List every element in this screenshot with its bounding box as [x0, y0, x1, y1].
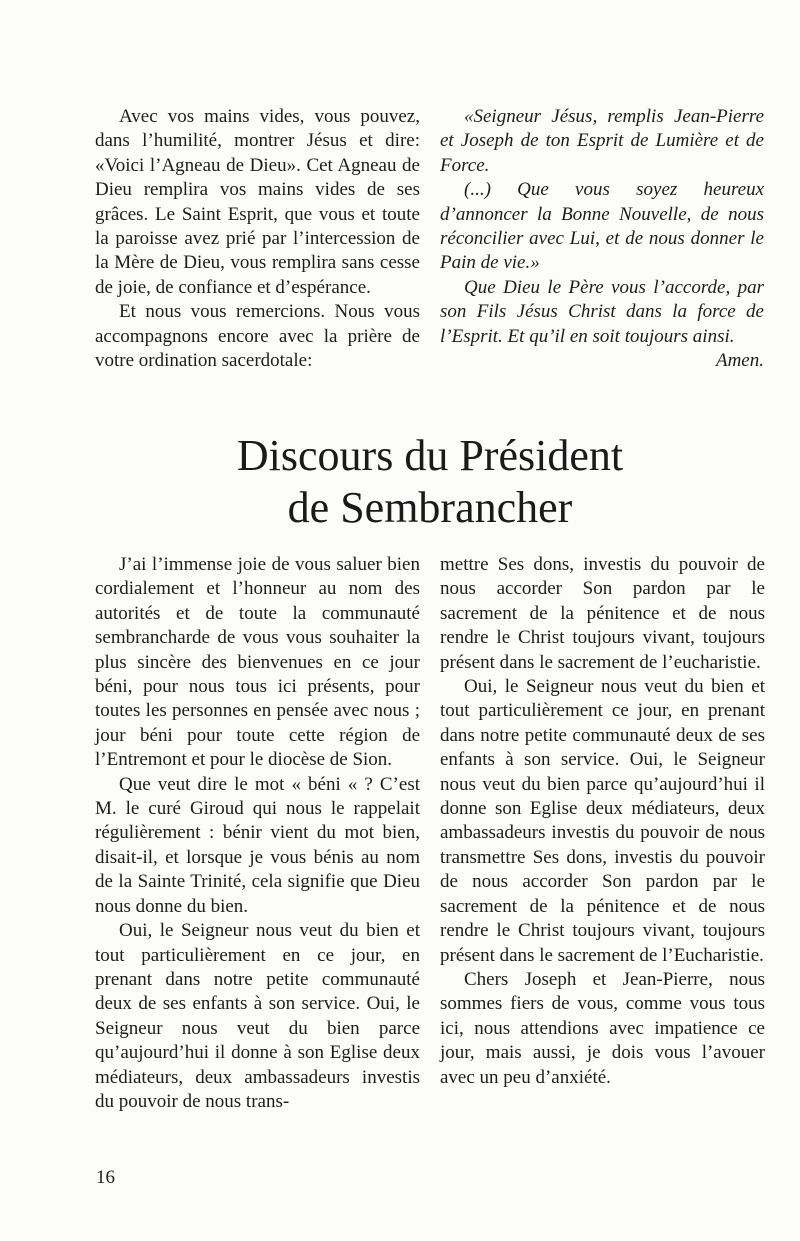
section-title-line-2: de Sembrancher [287, 483, 573, 532]
paragraph: Oui, le Seigneur nous veut du bien et tout particulièrement en ce jour, en prenant dans notre petite communauté deux de ses enfants à son service. Oui, le Seigneur nous veut du bien parce qu’aujourd’hui il donne à son Eglise deux médiateurs, deux ambassadeurs investis du pouvoir de nous trans- [95, 920, 420, 1112]
section-title [0, 430, 800, 534]
top-left-column [95, 105, 420, 373]
section-title-line-1: Discours du Président [236, 431, 624, 480]
prayer-closing: Amen. [715, 350, 764, 372]
speech-right-column [440, 553, 765, 1090]
page-number: 16 [96, 1167, 115, 1188]
prayer-paragraph: Que Dieu le Père vous l’accorde, par son Fils Jésus Christ dans la force de l’Esprit. Et qu’il en soit toujours ainsi. [440, 276, 764, 347]
paragraph: Et nous vous remercions. Nous vous accompagnons encore avec la prière de votre ordination sacerdotale: [95, 301, 420, 372]
paragraph: Oui, le Seigneur nous veut du bien et tout particulièrement ce jour, en prenant dans notre petite communauté deux de ses enfants à son service. Oui, le Seigneur nous veut du bien parce qu’aujourd’hui il donne son Eglise deux médiateurs, deux ambassadeurs investis du pouvoir de nous transmettre Ses dons, investis du pouvoir de nous accorder Son pardon par le sacrement de la pénitence et de nous rendre le Christ toujours vivant, toujours présent dans le sacrement de l’Eucharistie. [440, 676, 765, 966]
paragraph: J’ai l’immense joie de vous saluer bien cordialement et l’honneur au nom des autorités et de toute la communauté sembrancharde de vous vous souhaiter la plus sincère des bienvenues en ce jour béni, pour nous tous ici présents, pour toutes les personnes en pensée avec nous ; jour béni pour toute cette région de l’Entremont et pour le diocèse de Sion. [95, 554, 420, 771]
speech-left-column [95, 553, 420, 1114]
paragraph-continuation: mettre Ses dons, investis du pouvoir de nous accorder Son pardon par le sacrement de la pénitence et de nous rendre le Christ toujours vivant, toujours présent dans le sacrement de l’eucharistie. [440, 554, 765, 673]
prayer-paragraph: (...) Que vous soyez heureux d’annoncer la Bonne Nouvelle, de nous réconcilier avec Lui, et de nous donner le Pain de vie.» [440, 179, 764, 274]
paragraph: Avec vos mains vides, vous pouvez, dans l’humilité, montrer Jésus et dire: «Voici l’Agneau de Dieu». Cet Agneau de Dieu remplira vos mains vides de ses grâces. Le Saint Esprit, que vous et toute la paroisse avez prié par l’intercession de la Mère de Dieu, vous remplira sans cesse de joie, de confiance et d’espérance. [95, 106, 420, 298]
paragraph: Que veut dire le mot « béni « ? C’est M. le curé Giroud qui nous le rappelait régulièrement : bénir vient du mot bien, disait-il, et lorsque je vous bénis au nom de la Sainte Trinité, cela signifie que Dieu nous donne du bien. [95, 773, 420, 917]
prayer-paragraph: «Seigneur Jésus, remplis Jean-Pierre et Joseph de ton Esprit de Lumière et de Force. [440, 106, 764, 176]
paragraph: Chers Joseph et Jean-Pierre, nous sommes fiers de vous, comme vous tous ici, nous attendions avec impatience ce jour, mais aussi, je dois vous l’avouer avec un peu d’anxiété. [440, 968, 765, 1088]
prayer-column [440, 105, 764, 373]
